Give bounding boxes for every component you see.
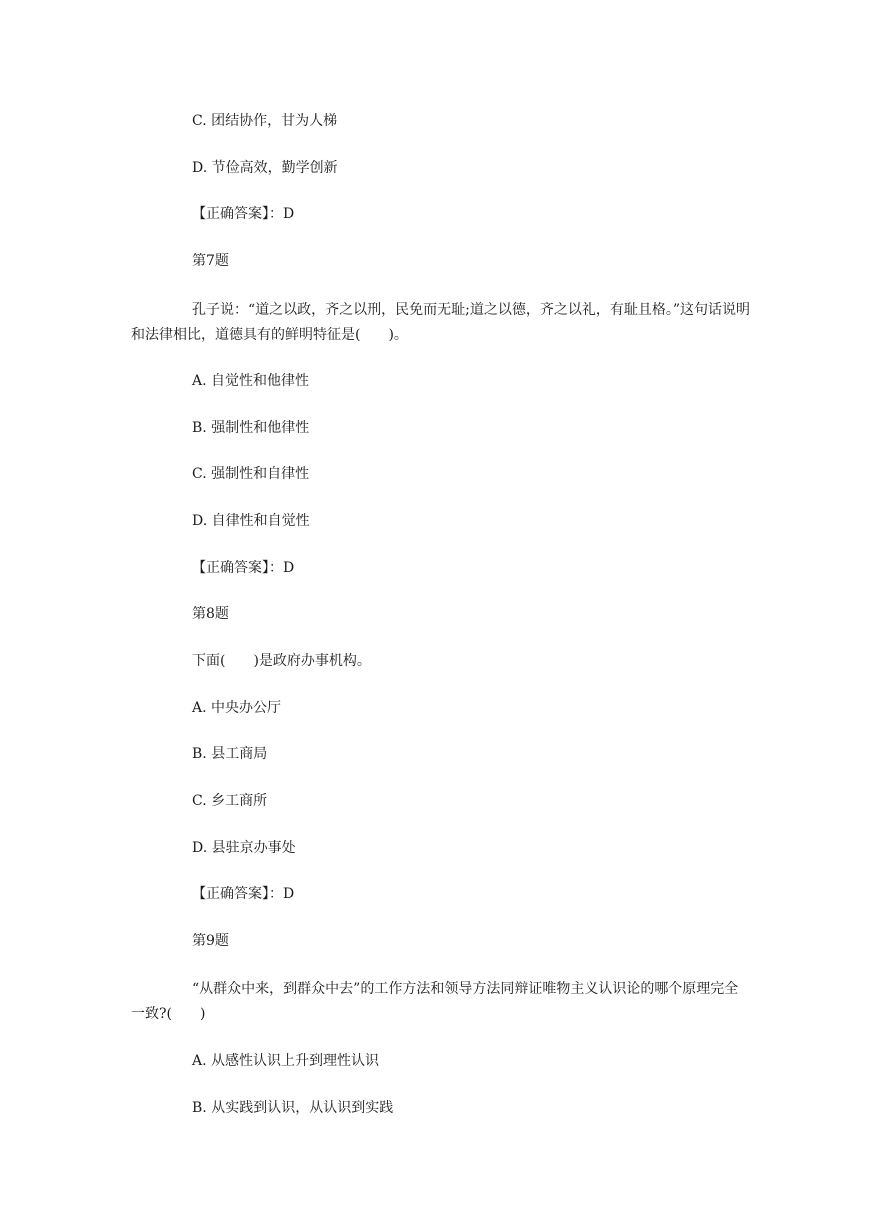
q7-title: 第7题 <box>192 253 229 269</box>
q7-answer: 【正确答案】：D <box>192 560 295 576</box>
q7-option-a: A. 自觉性和他律性 <box>192 373 310 389</box>
q8-option-b: B. 县工商局 <box>192 746 268 762</box>
q8-title: 第8题 <box>192 606 229 622</box>
q9-option-b: B. 从实践到认识，从认识到实践 <box>192 1100 394 1116</box>
q7-option-c: C. 强制性和自律性 <box>192 466 310 482</box>
q8-stem: 下面( )是政府办事机构。 <box>192 653 371 669</box>
q7-stem: 孔子说：“道之以政，齐之以刑，民免而无耻;道之以德，齐之以礼，有耻且格。”这句话说明和法律相比，道德具有的鲜明特征是( )。 <box>131 302 751 343</box>
q8-option-c: C. 乡工商所 <box>192 793 268 809</box>
q9-title: 第9题 <box>192 933 229 949</box>
q6-answer: 【正确答案】：D <box>192 206 295 222</box>
q9-option-a: A. 从感性认识上升到理性认识 <box>192 1053 380 1069</box>
q6-option-d: D. 节俭高效，勤学创新 <box>192 160 338 176</box>
q6-option-c: C. 团结协作，甘为人梯 <box>192 113 338 129</box>
q7-option-b: B. 强制性和他律性 <box>192 420 310 436</box>
q8-option-a: A. 中央办公厅 <box>192 700 282 716</box>
q8-option-d: D. 县驻京办事处 <box>192 840 296 856</box>
q7-option-d: D. 自律性和自觉性 <box>192 513 310 529</box>
q9-stem: “从群众中来，到群众中去”的工作方法和领导方法同辩证唯物主义认识论的哪个原理完全一致?( ) <box>131 981 739 1022</box>
q8-answer: 【正确答案】：D <box>192 886 295 902</box>
